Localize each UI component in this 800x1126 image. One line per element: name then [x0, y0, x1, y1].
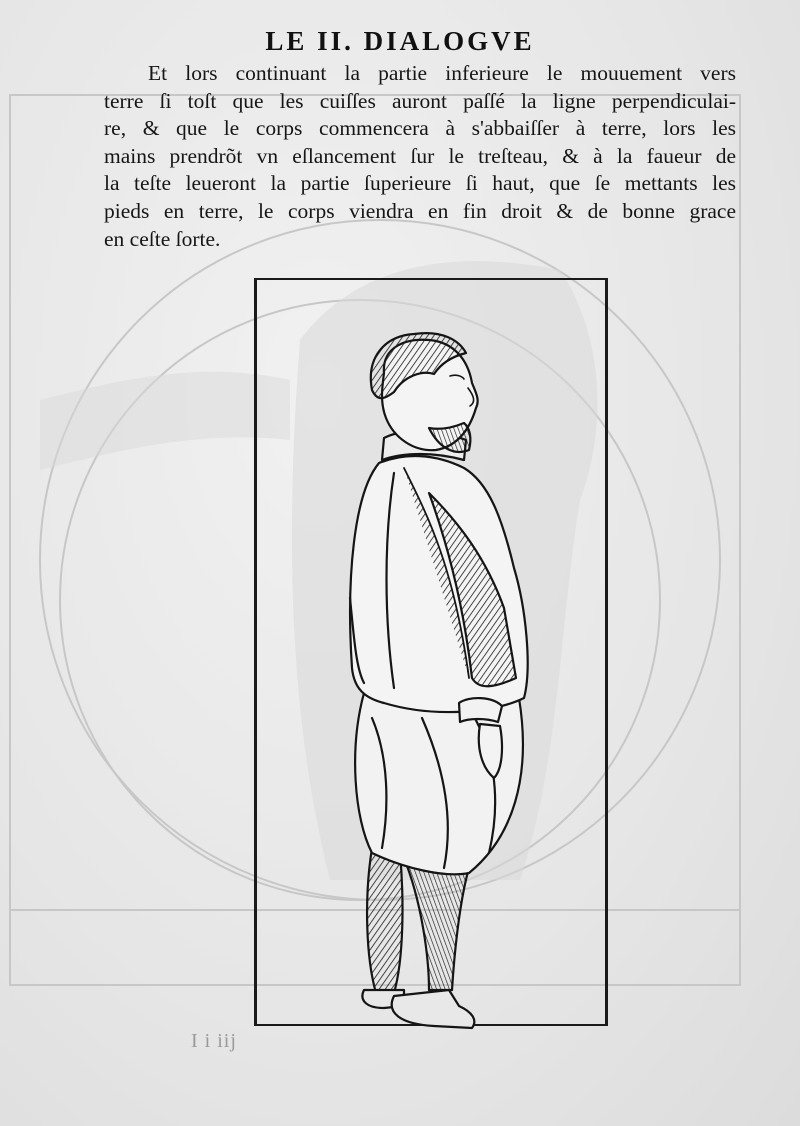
text-line: re, & que le corps commencera à s'abbaiſſer à terre, lors les — [104, 116, 736, 141]
text-line: terre ſi toſt que les cuiſſes auront paſſé la ligne perpendiculai- — [104, 88, 736, 113]
text-line: mains prendrõt vn eſlancement ſur le treſteau, & à la faueur de — [104, 143, 736, 168]
text-line: en ceſte ſorte. — [104, 226, 221, 251]
text-line: la teſte leueront la partie ſuperieure ſi haut, que ſe mettants les — [104, 171, 736, 196]
paragraph — [104, 60, 736, 253]
running-head: LE II. DIALOGVE — [265, 26, 535, 56]
text-line: Et lors continuant la partie inferieure le mouuement vers — [148, 61, 736, 85]
text-line: pieds en terre, le corps viendra en fin droit & de bonne grace — [104, 198, 736, 223]
woodcut-figure-image — [254, 278, 604, 1038]
signature-mark: I i iij — [191, 1030, 237, 1052]
